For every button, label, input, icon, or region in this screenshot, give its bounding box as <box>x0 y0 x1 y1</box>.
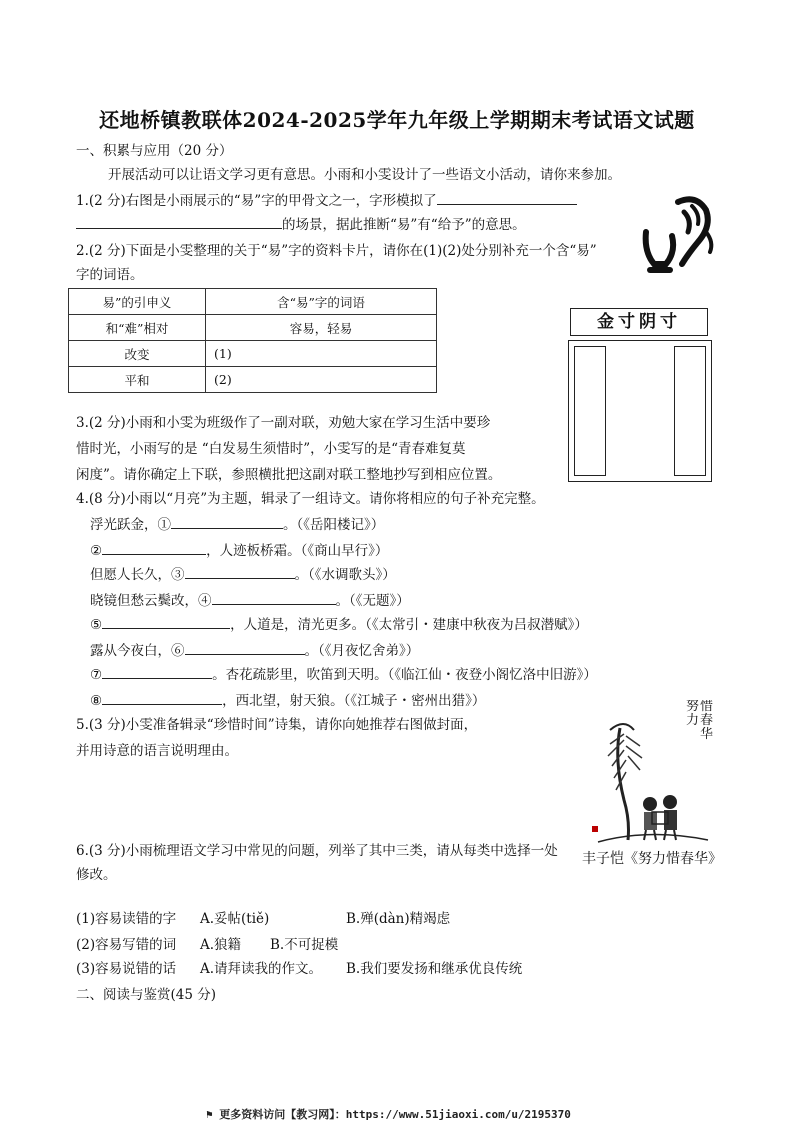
poem-pre: 晓镜但愁云鬓改，④ <box>90 593 212 609</box>
poem-post: ，西北望，射天狼。（《江城子・密州出猎》） <box>222 693 486 709</box>
poem-post: 。（《无题》） <box>335 593 410 609</box>
q6-item-3 <box>76 960 522 978</box>
poem-blank[interactable] <box>171 516 283 529</box>
poem-line-7 <box>90 666 597 684</box>
poem-blank[interactable] <box>102 616 230 629</box>
section1-heading: 一、积累与应用（20 分） <box>76 143 233 159</box>
poem-post: ，人迹板桥霜。（《商山早行》） <box>206 543 389 559</box>
table-cell: 和“难”相对 <box>69 315 206 341</box>
q1-text-a: 1.(2 分)右图是小雨展示的“易”字的甲骨文之一，字形模拟了 <box>76 193 437 209</box>
q3-line2: 惜时光，小雨写的是 “白发易生须惜时”，小雯写的是“青春难复莫 <box>76 441 466 457</box>
q4-heading: 4.(8 分)小雨以“月亮”为主题，辑录了一组诗文。请你将相应的句子补充完整。 <box>76 491 545 507</box>
poem-blank[interactable] <box>102 692 222 705</box>
exam-title: 还地桥镇教联体2024-2025学年九年级上学期期末考试语文试题 <box>99 108 695 132</box>
poem-post: ，人道是，清光更多。（《太常引・建康中秋夜为吕叔潜赋》） <box>230 617 588 633</box>
poem-blank[interactable] <box>212 592 336 605</box>
q1-line1 <box>76 192 577 210</box>
intro-text: 开展活动可以让语文学习更有意思。小雨和小雯设计了一些语文小活动，请你来参加。 <box>108 167 621 183</box>
answer-cell-2[interactable]: (2) <box>206 367 437 393</box>
q2-line2: 字的词语。 <box>76 267 144 283</box>
q6-option-b[interactable]: B.不可捉模 <box>270 937 339 953</box>
poem-pre: 但愿人长久，③ <box>90 567 185 583</box>
poem-pre: ② <box>90 543 103 559</box>
q6-option-b[interactable]: B.殚(dàn)精竭虑 <box>346 911 451 927</box>
q1-blank-1[interactable] <box>437 192 577 205</box>
couplet-right-scroll[interactable] <box>674 346 706 476</box>
painting-inscription: 努力惜春华 <box>686 700 714 742</box>
poem-pre: 浮光跃金，① <box>90 517 171 533</box>
couplet-left-scroll[interactable] <box>574 346 606 476</box>
poem-line-1 <box>90 516 384 534</box>
table-cell: 改变 <box>69 341 206 367</box>
poem-line-3 <box>90 566 396 584</box>
poem-line-4 <box>90 592 410 610</box>
section2-heading: 二、阅读与鉴赏(45 分) <box>76 987 217 1003</box>
yi-word-table <box>68 288 437 393</box>
poem-blank[interactable] <box>185 642 305 655</box>
q6-item-label: (2)容易写错的词 <box>76 937 177 953</box>
poem-pre: 露从今夜白，⑥ <box>90 643 185 659</box>
couplet-horizontal-scroll: 金寸阴寸 <box>570 308 708 336</box>
q2-line1: 2.(2 分)下面是小雯整理的关于“易”字的资料卡片，请你在(1)(2)处分别补充一个含“易” <box>76 243 597 259</box>
q6-line2: 修改。 <box>76 867 117 883</box>
poem-blank[interactable] <box>185 566 295 579</box>
q1-line2 <box>76 216 526 234</box>
answer-cell-1[interactable]: (1) <box>206 341 437 367</box>
footer-text: 更多资料访问【教习网】：https://www.51jiaoxi.com/u/2195370 <box>219 1108 571 1121</box>
q5-line2: 并用诗意的语言说明理由。 <box>76 743 238 759</box>
q3-line3: 闲度”。请你确定上下联，参照横批把这副对联工整地抄写到相应位置。 <box>76 467 502 483</box>
q1-text-b: 的场景，据此推断“易”有“给予”的意思。 <box>282 217 526 233</box>
q1-blank-2[interactable] <box>76 216 282 229</box>
poem-pre: ⑦ <box>90 667 103 683</box>
table-row <box>69 341 437 367</box>
q6-item-label: (3)容易说错的话 <box>76 961 177 977</box>
poem-blank[interactable] <box>102 666 212 679</box>
poem-blank[interactable] <box>102 542 206 555</box>
table-cell: 平和 <box>69 367 206 393</box>
flag-icon: ⚑ <box>206 1108 220 1121</box>
q6-option-a[interactable]: A.妥帖(tiě) <box>200 911 270 927</box>
table-row <box>69 315 437 341</box>
footer-link[interactable] <box>206 1106 571 1122</box>
table-header-meaning: 易”的引申义 <box>69 289 206 315</box>
poem-post: 。（《月夜忆舍弟》） <box>304 643 420 659</box>
table-row <box>69 367 437 393</box>
feng-zikai-painting-image <box>590 700 714 848</box>
poem-pre: ⑧ <box>90 693 103 709</box>
table-cell: 容易，轻易 <box>206 315 437 341</box>
painting-caption: 丰子恺《努力惜春华》 <box>582 851 722 867</box>
poem-line-2 <box>90 542 388 560</box>
q3-line1: 3.(2 分)小雨和小雯为班级作了一副对联，劝勉大家在学习生活中要珍 <box>76 415 491 431</box>
poem-pre: ⑤ <box>90 617 103 633</box>
q6-item-2 <box>76 936 338 954</box>
poem-post: 。（《岳阳楼记》） <box>283 517 385 533</box>
q6-item-label: (1)容易读错的字 <box>76 911 177 927</box>
table-header-words: 含“易”字的词语 <box>206 289 437 315</box>
poem-line-5 <box>90 616 588 634</box>
poem-line-6 <box>90 642 419 660</box>
poem-post: 。杏花疏影里，吹笛到天明。（《临江仙・夜登小阁忆洛中旧游》） <box>212 667 597 683</box>
q5-line1: 5.(3 分)小雯准备辑录“珍惜时间”诗集，请你向她推荐右图做封面， <box>76 717 478 733</box>
q6-option-a[interactable]: A.请拜读我的作文。 <box>200 961 323 977</box>
oracle-bone-yi-image <box>636 192 718 280</box>
q6-item-1 <box>76 910 450 928</box>
q6-option-b[interactable]: B.我们要发扬和继承优良传统 <box>346 961 523 977</box>
q6-line1: 6.(3 分)小雨梳理语文学习中常见的问题，列举了其中三类，请从每类中选择一处 <box>76 843 558 859</box>
q6-option-a[interactable]: A.狼籍 <box>200 937 242 953</box>
poem-line-8 <box>90 692 485 710</box>
poem-post: 。（《水调歌头》） <box>294 567 396 583</box>
